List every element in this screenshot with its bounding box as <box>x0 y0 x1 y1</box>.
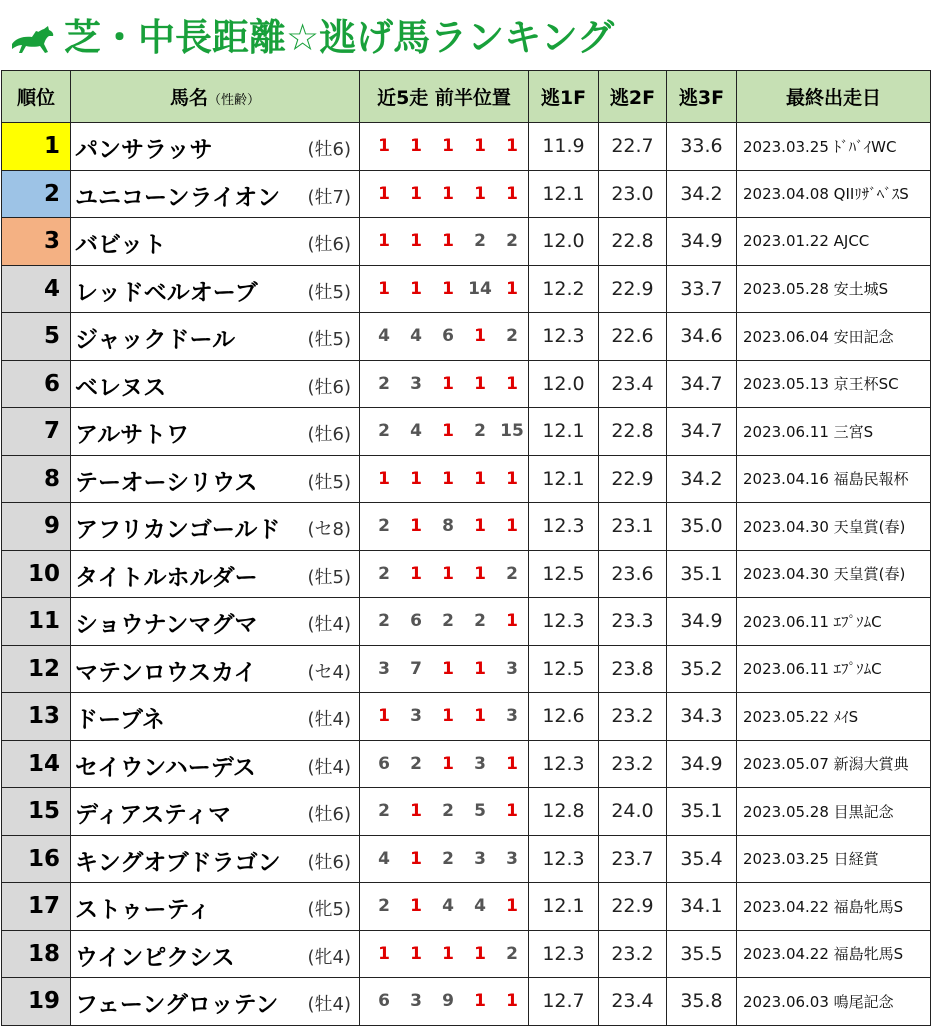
position-value: 1 <box>378 278 390 299</box>
position-value: 15 <box>500 421 524 442</box>
horse-name: ストゥーティ <box>75 897 211 923</box>
position-value: 5 <box>474 801 486 822</box>
racehorse-icon <box>8 22 58 58</box>
last-race-cell: 2023.05.13 京王杯SC <box>737 360 931 408</box>
position-value: 1 <box>378 136 390 157</box>
positions-cell <box>360 265 529 313</box>
table-row <box>2 930 931 978</box>
f3-cell: 34.9 <box>667 218 737 266</box>
positions-cell <box>360 360 529 408</box>
f3-cell: 34.3 <box>667 693 737 741</box>
horse-name-cell <box>71 693 360 741</box>
horse-name: ユニコーンライオン <box>75 184 281 211</box>
position-value: 2 <box>378 421 390 442</box>
f1-cell: 11.9 <box>529 123 599 171</box>
f3-cell: 35.2 <box>667 645 737 693</box>
position-value: 4 <box>410 326 422 347</box>
f2-cell: 22.9 <box>599 455 667 503</box>
horse-name-cell <box>71 788 360 836</box>
horse-name-cell <box>71 598 360 646</box>
position-value: 2 <box>378 896 390 917</box>
last-race-cell: 2023.06.04 安田記念 <box>737 313 931 361</box>
rank-cell: 11 <box>2 598 71 646</box>
rank-cell: 2 <box>2 170 71 218</box>
horse-name-cell <box>71 265 360 313</box>
f2-cell: 23.4 <box>599 360 667 408</box>
f3-cell: 34.2 <box>667 455 737 503</box>
header-rank: 順位 <box>2 71 71 123</box>
position-value: 4 <box>378 326 390 347</box>
f2-cell: 22.6 <box>599 313 667 361</box>
position-value: 1 <box>506 278 518 299</box>
table-row <box>2 788 931 836</box>
positions-cell <box>360 550 529 598</box>
position-value: 1 <box>410 468 422 489</box>
position-value: 1 <box>474 183 486 204</box>
header-positions: 近5走 前半位置 <box>360 71 529 123</box>
position-value: 3 <box>506 658 518 679</box>
position-value: 1 <box>442 943 454 964</box>
f3-cell: 33.6 <box>667 123 737 171</box>
position-value: 2 <box>506 943 518 964</box>
positions-cell <box>360 883 529 931</box>
table-header-row <box>2 71 931 123</box>
position-value: 3 <box>410 373 422 394</box>
rank-cell: 10 <box>2 550 71 598</box>
position-value: 1 <box>474 516 486 537</box>
f1-cell: 12.2 <box>529 265 599 313</box>
positions-cell <box>360 455 529 503</box>
sex-age: (牝5) <box>307 899 351 920</box>
f2-cell: 23.6 <box>599 550 667 598</box>
f1-cell: 12.5 <box>529 645 599 693</box>
positions-cell <box>360 645 529 693</box>
header-name <box>71 71 360 123</box>
f2-cell: 23.4 <box>599 978 667 1026</box>
position-value: 1 <box>442 421 454 442</box>
f2-cell: 23.0 <box>599 170 667 218</box>
last-race-cell: 2023.04.22 福島牝馬S <box>737 930 931 978</box>
last-race-cell: 2023.06.11 ｴﾌﾟｿﾑC <box>737 598 931 646</box>
table-row <box>2 313 931 361</box>
f3-cell: 34.7 <box>667 360 737 408</box>
sex-age: (牡6) <box>307 139 351 160</box>
f2-cell: 22.9 <box>599 265 667 313</box>
sex-age: (セ8) <box>307 519 351 540</box>
f3-cell: 34.6 <box>667 313 737 361</box>
horse-name-cell <box>71 740 360 788</box>
position-value: 1 <box>410 848 422 869</box>
horse-name-cell <box>71 503 360 551</box>
position-value: 1 <box>506 611 518 632</box>
rank-cell: 13 <box>2 693 71 741</box>
positions-cell <box>360 693 529 741</box>
positions-cell <box>360 978 529 1026</box>
position-value: 2 <box>378 563 390 584</box>
position-value: 3 <box>410 706 422 727</box>
positions-cell <box>360 123 529 171</box>
position-value: 1 <box>378 706 390 727</box>
header-f1: 逃1F <box>529 71 599 123</box>
position-value: 1 <box>410 896 422 917</box>
horse-name-cell <box>71 360 360 408</box>
position-value: 1 <box>506 896 518 917</box>
positions-cell <box>360 170 529 218</box>
position-value: 2 <box>474 421 486 442</box>
position-value: 1 <box>506 516 518 537</box>
last-race-cell: 2023.05.28 目黒記念 <box>737 788 931 836</box>
last-race-cell: 2023.04.22 福島牝馬S <box>737 883 931 931</box>
position-value: 1 <box>378 943 390 964</box>
table-row <box>2 503 931 551</box>
f2-cell: 23.2 <box>599 740 667 788</box>
position-value: 1 <box>506 183 518 204</box>
last-race-cell: 2023.01.22 AJCC <box>737 218 931 266</box>
horse-name: テーオーシリウス <box>75 469 258 496</box>
rank-cell: 14 <box>2 740 71 788</box>
position-value: 1 <box>474 658 486 679</box>
f3-cell: 35.4 <box>667 835 737 883</box>
last-race-cell: 2023.05.22 ﾒｲS <box>737 693 931 741</box>
rank-cell: 6 <box>2 360 71 408</box>
rank-cell: 4 <box>2 265 71 313</box>
table-row <box>2 740 931 788</box>
rank-cell: 8 <box>2 455 71 503</box>
sex-age: (牡5) <box>307 281 351 303</box>
sex-age: (牡5) <box>307 471 351 493</box>
rank-cell: 15 <box>2 788 71 836</box>
horse-name: キングオブドラゴン <box>75 849 281 876</box>
position-value: 4 <box>474 896 486 917</box>
table-row <box>2 123 931 171</box>
rank-cell: 16 <box>2 835 71 883</box>
horse-name: ウインピクシス <box>75 944 235 971</box>
sex-age: (牡5) <box>307 329 351 350</box>
position-value: 1 <box>442 468 454 489</box>
position-value: 1 <box>474 326 486 347</box>
sex-age: (牡6) <box>307 804 351 825</box>
header-name-sub: （性齢） <box>208 93 261 108</box>
last-race-cell: 2023.06.03 鳴尾記念 <box>737 978 931 1026</box>
position-value: 2 <box>506 563 518 584</box>
f3-cell: 35.5 <box>667 930 737 978</box>
last-race-cell: 2023.03.25 ﾄﾞﾊﾞｲWC <box>737 123 931 171</box>
position-value: 1 <box>442 231 454 252</box>
position-value: 3 <box>474 753 486 774</box>
horse-name-cell <box>71 313 360 361</box>
horse-name-cell <box>71 978 360 1026</box>
position-value: 3 <box>410 991 422 1012</box>
position-value: 2 <box>442 848 454 869</box>
position-value: 7 <box>410 658 422 679</box>
position-value: 2 <box>378 611 390 632</box>
f2-cell: 23.8 <box>599 645 667 693</box>
f3-cell: 34.9 <box>667 598 737 646</box>
position-value: 4 <box>378 848 390 869</box>
position-value: 1 <box>442 658 454 679</box>
positions-cell <box>360 408 529 456</box>
table-row <box>2 218 931 266</box>
position-value: 6 <box>442 326 454 347</box>
sex-age: (牡6) <box>307 234 351 255</box>
f3-cell: 34.9 <box>667 740 737 788</box>
f1-cell: 12.3 <box>529 835 599 883</box>
ranking-table <box>1 70 931 1026</box>
f1-cell: 12.3 <box>529 503 599 551</box>
sex-age: (牡7) <box>307 186 351 208</box>
f2-cell: 22.8 <box>599 408 667 456</box>
position-value: 1 <box>474 468 486 489</box>
position-value: 1 <box>410 563 422 584</box>
f1-cell: 12.7 <box>529 978 599 1026</box>
f2-cell: 23.1 <box>599 503 667 551</box>
horse-name: ベレヌス <box>75 374 167 401</box>
horse-name: ショウナンマグマ <box>75 612 258 638</box>
position-value: 1 <box>378 468 390 489</box>
last-race-cell: 2023.04.30 天皇賞(春) <box>737 550 931 598</box>
f1-cell: 12.1 <box>529 455 599 503</box>
position-value: 1 <box>410 516 422 537</box>
position-value: 2 <box>378 516 390 537</box>
positions-cell <box>360 598 529 646</box>
positions-cell <box>360 788 529 836</box>
f2-cell: 24.0 <box>599 788 667 836</box>
horse-name: レッドベルオーブ <box>75 279 258 306</box>
position-value: 14 <box>468 278 492 299</box>
f1-cell: 12.6 <box>529 693 599 741</box>
position-value: 9 <box>442 991 454 1012</box>
rank-cell: 7 <box>2 408 71 456</box>
positions-cell <box>360 218 529 266</box>
f2-cell: 23.2 <box>599 930 667 978</box>
horse-name: バビット <box>75 232 167 258</box>
f3-cell: 34.2 <box>667 170 737 218</box>
position-value: 1 <box>410 183 422 204</box>
position-value: 2 <box>506 326 518 347</box>
positions-cell <box>360 835 529 883</box>
position-value: 2 <box>442 801 454 822</box>
horse-name: ドーブネ <box>75 707 165 733</box>
position-value: 1 <box>506 136 518 157</box>
position-value: 1 <box>442 753 454 774</box>
sex-age: (牡4) <box>307 709 351 730</box>
last-race-cell: 2023.04.16 福島民報杯 <box>737 455 931 503</box>
last-race-cell: 2023.04.30 天皇賞(春) <box>737 503 931 551</box>
table-row <box>2 455 931 503</box>
f3-cell: 33.7 <box>667 265 737 313</box>
sex-age: (牡5) <box>307 566 351 588</box>
f2-cell: 22.9 <box>599 883 667 931</box>
positions-cell <box>360 930 529 978</box>
position-value: 1 <box>442 706 454 727</box>
horse-name-cell <box>71 835 360 883</box>
f1-cell: 12.3 <box>529 930 599 978</box>
horse-name-cell <box>71 883 360 931</box>
last-race-cell: 2023.06.11 ｴﾌﾟｿﾑC <box>737 645 931 693</box>
horse-name-cell <box>71 170 360 218</box>
position-value: 1 <box>474 136 486 157</box>
position-value: 1 <box>474 563 486 584</box>
position-value: 2 <box>474 611 486 632</box>
horse-name-cell <box>71 408 360 456</box>
f2-cell: 23.2 <box>599 693 667 741</box>
position-value: 1 <box>474 943 486 964</box>
horse-name: ジャックドール <box>75 327 236 353</box>
f2-cell: 22.8 <box>599 218 667 266</box>
position-value: 6 <box>410 611 422 632</box>
horse-name: アフリカンゴールド <box>75 517 281 543</box>
position-value: 1 <box>442 183 454 204</box>
position-value: 4 <box>410 421 422 442</box>
f3-cell: 35.1 <box>667 788 737 836</box>
header-last-race: 最終出走日 <box>737 71 931 123</box>
rank-cell: 5 <box>2 313 71 361</box>
sex-age: (牡6) <box>307 376 351 398</box>
rank-cell: 19 <box>2 978 71 1026</box>
f3-cell: 34.7 <box>667 408 737 456</box>
position-value: 2 <box>410 753 422 774</box>
last-race-cell: 2023.03.25 日経賞 <box>737 835 931 883</box>
sex-age: (牡6) <box>307 851 351 873</box>
horse-name: パンサラッサ <box>75 137 213 163</box>
position-value: 6 <box>378 991 390 1012</box>
f1-cell: 12.3 <box>529 598 599 646</box>
table-row <box>2 360 931 408</box>
position-value: 2 <box>378 801 390 822</box>
table-row <box>2 835 931 883</box>
horse-name-cell <box>71 930 360 978</box>
table-row <box>2 265 931 313</box>
rank-cell: 12 <box>2 645 71 693</box>
last-race-cell: 2023.05.28 安土城S <box>737 265 931 313</box>
horse-name: タイトルホルダー <box>75 564 258 591</box>
horse-name: セイウンハーデス <box>75 754 256 781</box>
sex-age: (牡4) <box>307 614 351 635</box>
position-value: 8 <box>442 516 454 537</box>
position-value: 1 <box>378 183 390 204</box>
position-value: 1 <box>442 136 454 157</box>
f1-cell: 12.5 <box>529 550 599 598</box>
rank-cell: 3 <box>2 218 71 266</box>
table-row <box>2 550 931 598</box>
page-title: 芝・中長距離☆逃げ馬ランキング <box>64 16 615 59</box>
position-value: 1 <box>410 801 422 822</box>
rank-cell: 9 <box>2 503 71 551</box>
rank-cell: 1 <box>2 123 71 171</box>
title-bar <box>0 0 932 70</box>
horse-name-cell <box>71 550 360 598</box>
f3-cell: 34.1 <box>667 883 737 931</box>
header-name-label: 馬名 <box>169 87 208 109</box>
f3-cell: 35.0 <box>667 503 737 551</box>
header-f2: 逃2F <box>599 71 667 123</box>
table-row <box>2 408 931 456</box>
last-race-cell: 2023.04.08 QIIﾘｻﾞﾍﾞｽS <box>737 170 931 218</box>
position-value: 1 <box>378 231 390 252</box>
rank-cell: 17 <box>2 883 71 931</box>
sex-age: (牡6) <box>307 424 351 445</box>
f2-cell: 22.7 <box>599 123 667 171</box>
last-race-cell: 2023.06.11 三宮S <box>737 408 931 456</box>
position-value: 1 <box>506 991 518 1012</box>
f3-cell: 35.8 <box>667 978 737 1026</box>
position-value: 3 <box>378 658 390 679</box>
horse-name-cell <box>71 455 360 503</box>
position-value: 1 <box>442 373 454 394</box>
table-row <box>2 978 931 1026</box>
position-value: 1 <box>410 231 422 252</box>
last-race-cell: 2023.05.07 新潟大賞典 <box>737 740 931 788</box>
position-value: 3 <box>506 848 518 869</box>
table-row <box>2 693 931 741</box>
horse-name: アルサトワ <box>75 422 190 448</box>
position-value: 1 <box>506 753 518 774</box>
header-f3: 逃3F <box>667 71 737 123</box>
position-value: 1 <box>442 563 454 584</box>
f1-cell: 12.3 <box>529 740 599 788</box>
sex-age: (牡4) <box>307 994 351 1015</box>
table-row <box>2 645 931 693</box>
sex-age: (牡4) <box>307 756 351 778</box>
f2-cell: 23.3 <box>599 598 667 646</box>
position-value: 1 <box>506 373 518 394</box>
position-value: 6 <box>378 753 390 774</box>
f1-cell: 12.1 <box>529 883 599 931</box>
horse-name-cell <box>71 218 360 266</box>
position-value: 1 <box>506 468 518 489</box>
table-row <box>2 883 931 931</box>
f1-cell: 12.1 <box>529 408 599 456</box>
position-value: 1 <box>474 706 486 727</box>
f1-cell: 12.0 <box>529 360 599 408</box>
position-value: 1 <box>474 991 486 1012</box>
sex-age: (セ4) <box>307 661 351 683</box>
position-value: 1 <box>442 278 454 299</box>
rank-cell: 18 <box>2 930 71 978</box>
table-row <box>2 170 931 218</box>
sex-age: (牝4) <box>307 946 351 968</box>
horse-name-cell <box>71 123 360 171</box>
f3-cell: 35.1 <box>667 550 737 598</box>
table-row <box>2 598 931 646</box>
position-value: 1 <box>410 136 422 157</box>
horse-name-cell <box>71 645 360 693</box>
positions-cell <box>360 313 529 361</box>
position-value: 1 <box>410 278 422 299</box>
position-value: 2 <box>442 611 454 632</box>
position-value: 1 <box>410 943 422 964</box>
position-value: 3 <box>506 706 518 727</box>
position-value: 2 <box>506 231 518 252</box>
horse-name: マテンロウスカイ <box>75 659 257 686</box>
f1-cell: 12.8 <box>529 788 599 836</box>
positions-cell <box>360 740 529 788</box>
f2-cell: 23.7 <box>599 835 667 883</box>
f1-cell: 12.3 <box>529 313 599 361</box>
position-value: 1 <box>506 801 518 822</box>
f1-cell: 12.1 <box>529 170 599 218</box>
position-value: 2 <box>378 373 390 394</box>
horse-name: ディアスティマ <box>75 802 231 828</box>
horse-name: フェーングロッテン <box>75 992 279 1018</box>
positions-cell <box>360 503 529 551</box>
position-value: 1 <box>474 373 486 394</box>
position-value: 3 <box>474 848 486 869</box>
position-value: 4 <box>442 896 454 917</box>
f1-cell: 12.0 <box>529 218 599 266</box>
position-value: 2 <box>474 231 486 252</box>
